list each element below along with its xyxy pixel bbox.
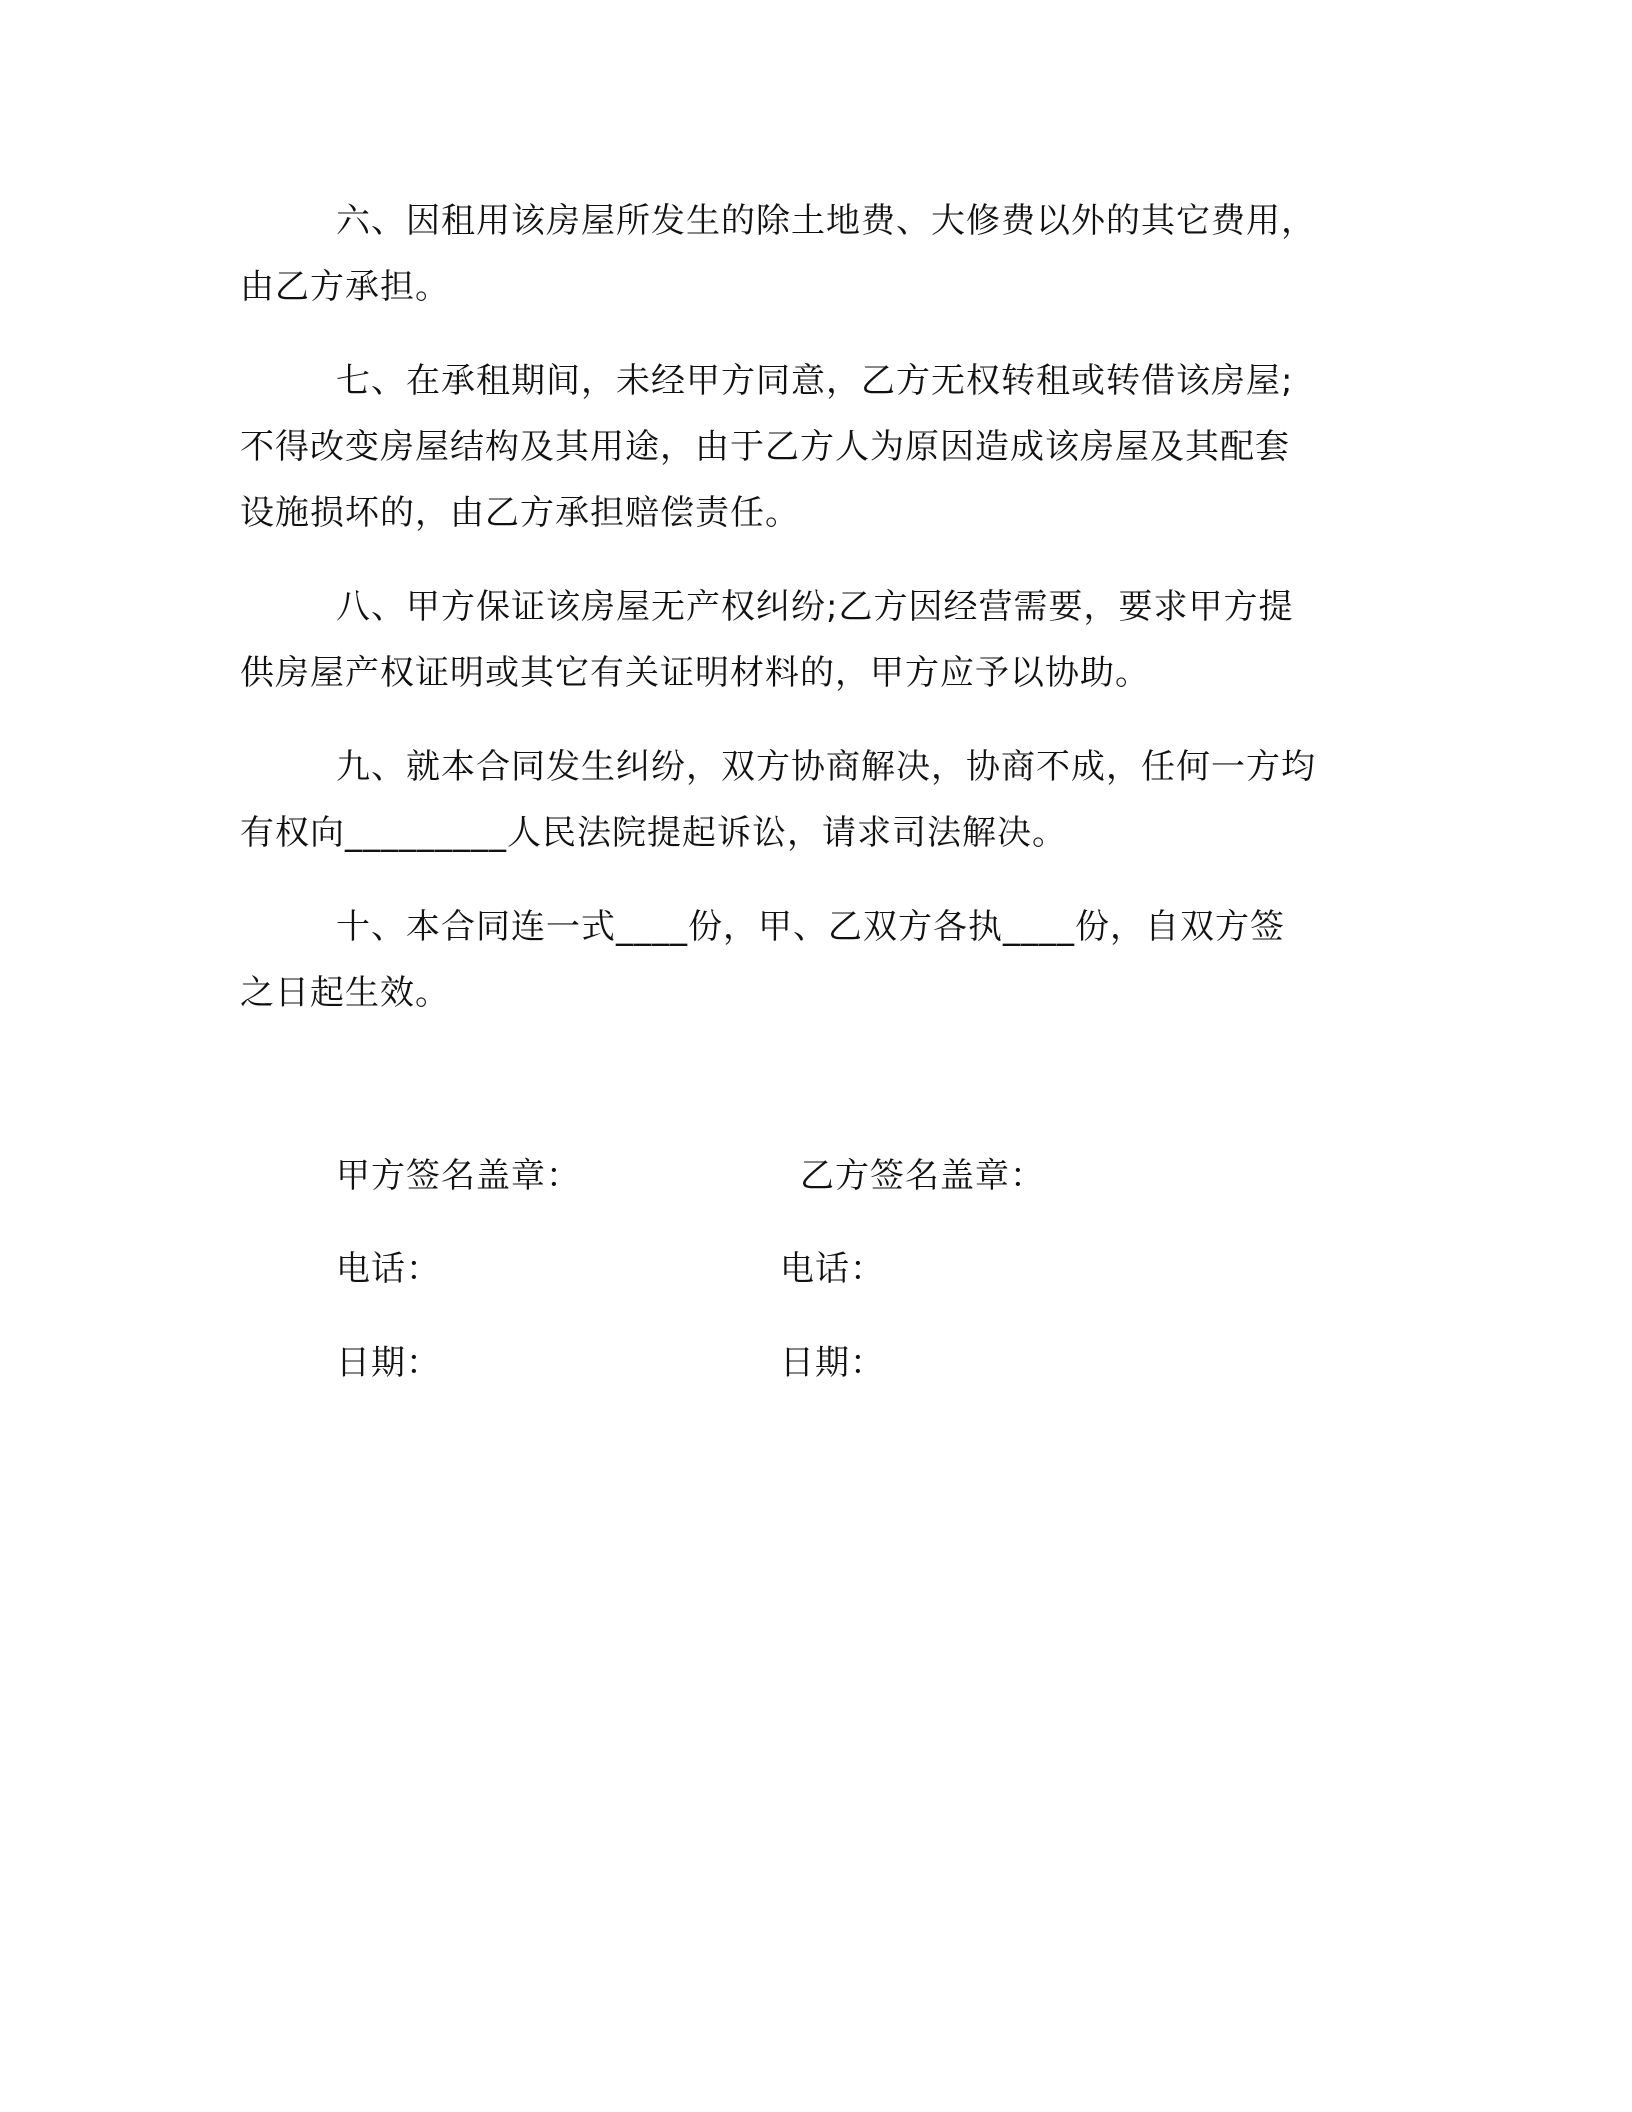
clause-9 [240,734,1400,866]
date-row [0,1330,1632,1396]
clause-10 [240,894,1400,1026]
clause-10-line-2: 之日起生效。 [240,973,450,1013]
clause-7-line-2: 不得改变房屋结构及其用途，由于乙方人为原因造成该房屋及其配套 [240,427,1290,467]
clause-6-line-2: 由乙方承担。 [240,267,450,307]
phone-row [0,1236,1632,1302]
clause-6-line-1: 六、因租用该房屋所发生的除土地费、大修费以外的其它费用， [336,201,1316,241]
clause-7-line-3: 设施损坏的，由乙方承担赔偿责任。 [240,493,800,533]
clause-9-line-1: 九、就本合同发生纠纷，双方协商解决，协商不成，任何一方均 [336,747,1316,787]
clause-9-line-2: 有权向_________人民法院提起诉讼，请求司法解决。 [240,813,1067,853]
party-a-signature-label: 甲方签名盖章： [336,1156,581,1196]
party-a-phone-label: 电话： [336,1249,441,1289]
clause-7 [240,348,1400,546]
contract-clauses [240,188,1400,1054]
clause-8-line-2: 供房屋产权证明或其它有关证明材料的，甲方应予以协助。 [240,653,1150,693]
clause-8-line-1: 八、甲方保证该房屋无产权纠纷;乙方因经营需要，要求甲方提 [336,587,1294,627]
clause-7-line-1: 七、在承租期间，未经甲方同意，乙方无权转租或转借该房屋; [336,361,1294,401]
party-a-date-label: 日期： [336,1343,441,1383]
party-b-phone-label: 电话： [780,1249,885,1289]
party-b-signature-label: 乙方签名盖章： [800,1156,1045,1196]
clause-8 [240,574,1400,706]
clause-6 [240,188,1400,320]
clause-10-line-1: 十、本合同连一式____份，甲、乙双方各执____份，自双方签 [336,907,1285,947]
signature-row [0,1143,1632,1209]
party-b-date-label: 日期： [780,1343,885,1383]
